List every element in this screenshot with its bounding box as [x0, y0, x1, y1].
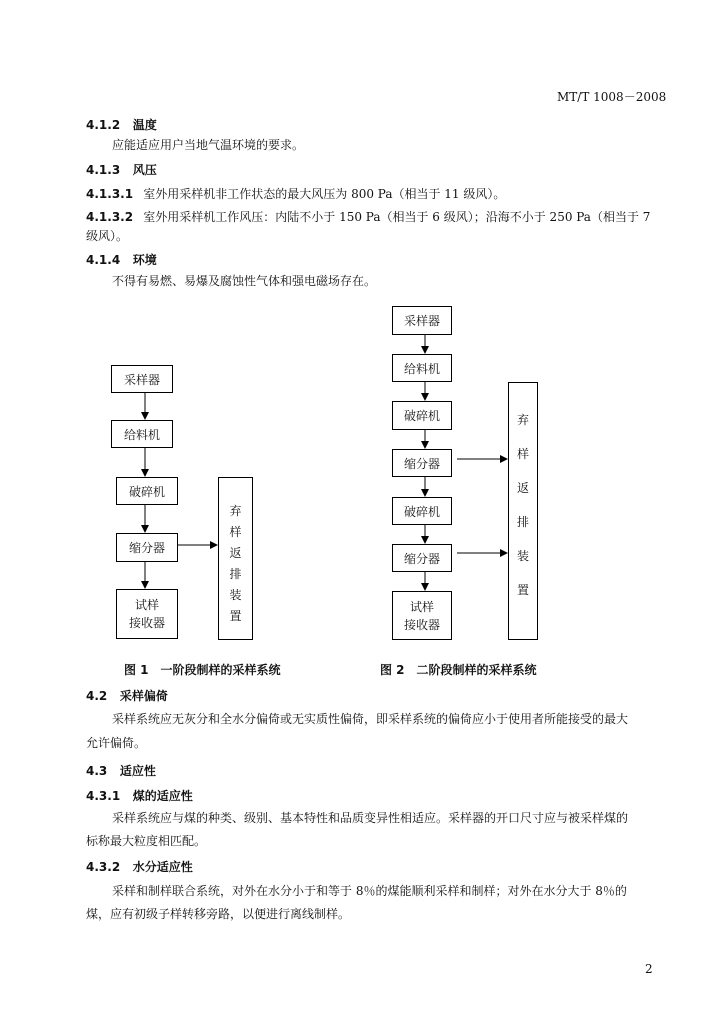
paragraph-line: 标称最大粒度相匹配。 — [86, 834, 207, 848]
reject-char: 样 — [229, 525, 242, 539]
fig2-feeder-box: 给料机 — [392, 354, 452, 382]
reject-char: 装 — [229, 588, 242, 602]
paragraph-line: 采样系统应与煤的种类、级别、基本特性和品质变异性相适应。采样器的开口尺寸应与被采样煤的 — [112, 811, 629, 825]
paragraph: 应能适应用户当地气温环境的要求。 — [112, 138, 305, 152]
reject-char: 弃 — [516, 413, 529, 427]
fig2-crusher2-box: 破碎机 — [392, 497, 452, 525]
receiver-label-line2: 接收器 — [128, 616, 165, 630]
section-title: 适应性 — [119, 764, 156, 778]
section-number: 4.2 — [86, 689, 108, 703]
figure1-caption: 图 1 一阶段制样的采样系统 — [124, 663, 281, 677]
section-4-3-heading — [86, 762, 156, 779]
receiver-label-line1: 试样 — [134, 598, 159, 612]
section-number: 4.1.3.1 — [86, 187, 134, 201]
section-number: 4.1.3.2 — [86, 210, 134, 224]
section-4-3-2-heading — [86, 858, 193, 875]
fig1-feeder-box: 给料机 — [111, 420, 173, 448]
section-number: 4.3 — [86, 764, 108, 778]
paragraph-line: 采样系统应无灰分和全水分偏倚或无实质性偏倚，即采样系统的偏倚应小于使用者所能接受的最大 — [112, 712, 629, 726]
section-title: 风压 — [132, 163, 157, 177]
section-title: 采样偏倚 — [119, 689, 168, 703]
reject-char: 返 — [229, 546, 242, 560]
reject-char: 排 — [229, 567, 242, 581]
paragraph-line: 级风）。 — [86, 229, 129, 243]
section-number: 4.3.2 — [86, 860, 121, 874]
section-number: 4.3.1 — [86, 789, 121, 803]
section-title: 煤的适应性 — [132, 789, 193, 803]
section-4-3-1-heading — [86, 787, 193, 804]
section-4-2-heading — [86, 687, 168, 704]
section-title: 温度 — [132, 118, 157, 132]
paragraph-line: 采样和制样联合系统，对外在水分小于和等于 8％的煤能顺利采样和制样；对外在水分大于 8％的 — [112, 884, 627, 898]
fig1-reject-device-box — [218, 477, 253, 640]
fig2-crusher1-box: 破碎机 — [392, 401, 452, 430]
receiver-label-line2: 接收器 — [403, 617, 440, 632]
fig1-crusher-box: 破碎机 — [116, 477, 178, 505]
section-number: 4.1.4 — [86, 253, 121, 267]
reject-char: 置 — [516, 583, 529, 597]
reject-char: 返 — [516, 481, 529, 495]
reject-char: 样 — [516, 447, 529, 461]
paragraph: 不得有易燃、易爆及腐蚀性气体和强电磁场存在。 — [112, 274, 377, 288]
receiver-label-line1: 试样 — [409, 599, 434, 614]
section-number: 4.1.2 — [86, 118, 121, 132]
fig1-sampler-box: 采样器 — [111, 365, 173, 393]
page-number: 2 — [645, 962, 653, 976]
paragraph-line: 允许偏倚。 — [86, 736, 147, 750]
reject-char: 弃 — [229, 504, 242, 518]
fig2-reject-device-box — [508, 382, 538, 640]
reject-char: 装 — [516, 549, 529, 563]
figure2-caption: 图 2 二阶段制样的采样系统 — [380, 663, 537, 677]
fig2-divider2-box: 缩分器 — [392, 544, 452, 572]
standard-code: MT/T 1008－2008 — [557, 90, 667, 104]
paragraph-line: 煤，应有初级子样转移旁路，以便进行离线制样。 — [86, 907, 351, 921]
fig2-divider1-box: 缩分器 — [392, 449, 452, 477]
paragraph: 室外用采样机非工作状态的最大风压为 800 Pa（相当于 11 级风）。 — [143, 187, 506, 201]
reject-char: 置 — [229, 609, 242, 623]
paragraph-line: 室外用采样机工作风压：内陆不小于 150 Pa（相当于 6 级风）；沿海不小于 250 Pa（相当于 7 — [143, 210, 651, 224]
fig2-sampler-box: 采样器 — [392, 306, 452, 335]
section-number: 4.1.3 — [86, 163, 121, 177]
fig1-receiver-box — [116, 589, 178, 639]
section-title: 水分适应性 — [132, 860, 193, 874]
section-title: 环境 — [132, 253, 157, 267]
reject-char: 排 — [516, 515, 529, 529]
fig2-receiver-box — [392, 591, 452, 640]
fig1-divider-box: 缩分器 — [116, 533, 178, 562]
